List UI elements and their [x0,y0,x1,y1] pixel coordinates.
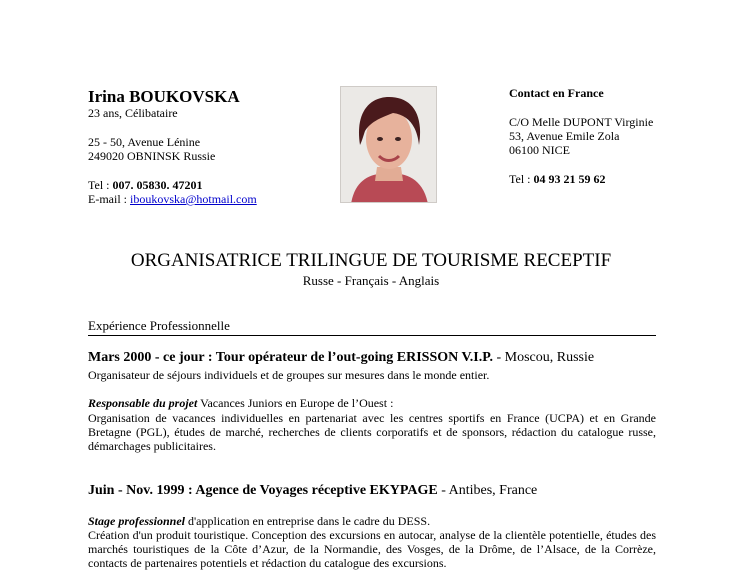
phone-line [88,178,203,192]
stage-line [88,514,656,528]
contact-phone-value: 04 93 21 59 62 [533,172,606,186]
phone-label: Tel : [88,178,113,192]
contact-line1: C/O Melle DUPONT Virginie [509,115,654,129]
project-label: Responsable du projet [88,396,198,410]
project-line [88,396,656,410]
email-line [88,192,257,206]
contact-line3: 06100 NICE [509,143,570,157]
candidate-name: Irina BOUKOVSKA [88,87,240,106]
address-line2: 249020 OBNINSK Russie [88,149,216,163]
project-title: Vacances Juniors en Europe de l’Ouest : [197,396,394,410]
job-heading-location: - Moscou, Russie [493,350,595,365]
email-link[interactable]: iboukovska@hotmail.com [130,192,257,206]
job-heading-main: Mars 2000 - ce jour : Tour opérateur de l’out-going ERISSON V.I.P. [88,350,493,365]
job-heading-location: - Antibes, France [437,483,538,498]
job-heading [88,483,537,499]
phone-value: 007. 05830. 47201 [112,178,203,192]
contact-phone-label: Tel : [509,172,534,186]
contact-heading: Contact en France [509,86,604,100]
section-heading-experience: Expérience Professionnelle [88,318,656,336]
job-heading [88,350,594,366]
languages-subtitle: Russe - Français - Anglais [302,273,440,288]
contact-phone-line [509,172,606,186]
contact-line2: 53, Avenue Emile Zola [509,129,620,143]
portrait-icon [341,87,437,203]
stage-label: Stage professionnel [88,514,186,528]
profile-photo [340,86,437,203]
job-heading-main: Juin - Nov. 1999 : Agence de Voyages réceptive EKYPAGE [88,483,438,498]
stage-description: Création d'un produit touristique. Conception des excursions en autocar, analyse de la clientèle potentielle, études des marchés touristiques de la Côte d’Azur, de la Normandie, des Vosges, de la Drôme, de l’Alsace, de la Corrèze, contacts de partenaires potentiels et rédaction du catalogue des excursions. [88,528,656,570]
project-description: Organisation de vacances individuelles en partenariat avec les centres sportifs en France (UCPA) et en Grande Bretagne (PGL), études de marché, recherches de clients corporatifs et de sponsors, rédaction du catalogue russe, démarchages publicitaires. [88,411,656,453]
document-title: ORGANISATRICE TRILINGUE DE TOURISME RECEPTIF [130,250,612,271]
email-label: E-mail : [88,192,130,206]
age-status: 23 ans, Célibataire [88,106,178,120]
job-summary: Organisateur de séjours individuels et de groupes sur mesures dans le monde entier. [88,368,490,382]
address-line1: 25 - 50, Avenue Lénine [88,135,201,149]
stage-text: d'application en entreprise dans le cadre du DESS. [185,514,431,528]
